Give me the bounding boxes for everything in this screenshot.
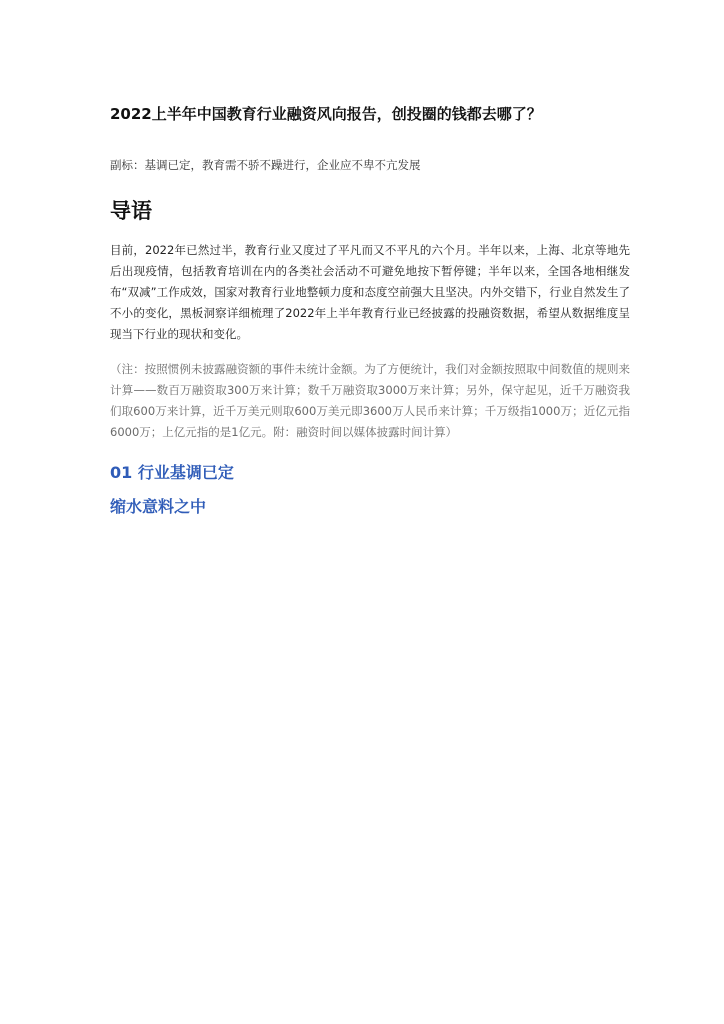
note-paragraph: （注：按照惯例未披露融资额的事件未统计金额。为了方便统计，我们对金额按照取中间数值的规则来计算——数百万融资取300万来计算；数千万融资取3000万来计算；另外，保守起见，近千万融资我们取600万来计算，近千万美元则取600万美元即3600万人民币来计算；千万级指1000万；近亿元指6000万；上亿元指的是1亿元。附：融资时间以媒体披露时间计算）	[110, 362, 630, 439]
intro-paragraph: 目前，2022年已然过半，教育行业又度过了平凡而又不平凡的六个月。半年以来，上海、北京等地先后出现疫情，包括教育培训在内的各类社会活动不可避免地按下暂停键；半年以来，全国各地相继发布“双减”工作成效，国家对教育行业地整顿力度和态度空前强大且坚决。内外交错下，行业自然发生了不小的变化，黑板洞察详细梳理了2022年上半年教育行业已经披露的投融资数据，希望从数据维度呈现当下行业的现状和变化。	[110, 243, 630, 341]
section-subheading: 缩水意料之中	[110, 497, 207, 516]
article-title: 2022上半年中国教育行业融资风向报告，创投圈的钱都去哪了？	[110, 105, 542, 123]
section-heading: 01 行业基调已定	[110, 463, 234, 482]
article	[110, 102, 630, 519]
intro-heading: 导语	[110, 199, 152, 223]
article-subtitle: 副标：基调已定，教育需不骄不躁进行，企业应不卑不亢发展	[110, 158, 421, 172]
